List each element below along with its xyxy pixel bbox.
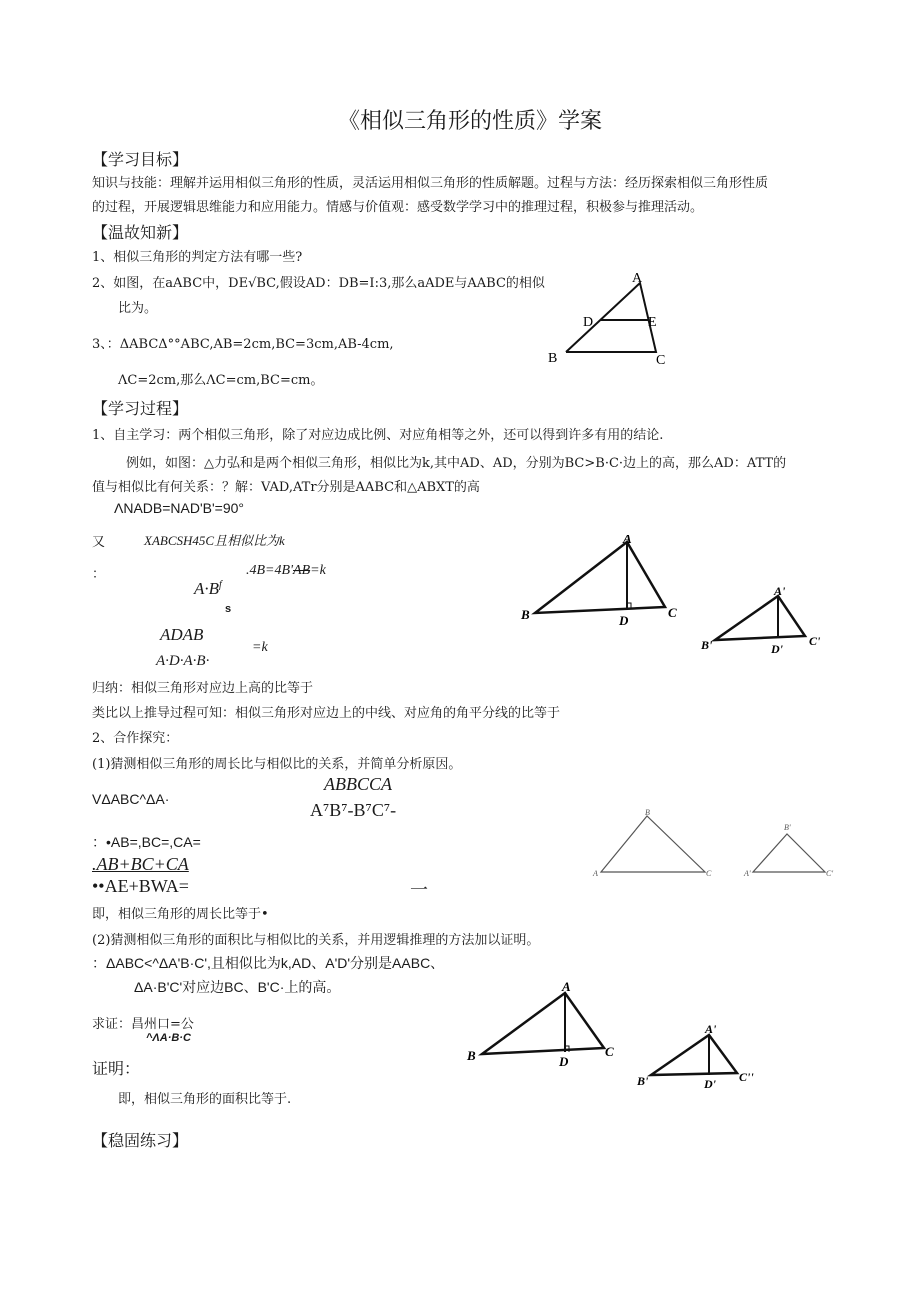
ratio-denominator — [194, 579, 222, 599]
ratio-eq-1-a: .4B=4B' — [246, 563, 294, 578]
ratio-numerator-2: ADAB — [160, 625, 204, 644]
prove-denominator: ^ΛA·B·C — [146, 1032, 191, 1044]
explore-q2: (2)猜测相似三角形的面积比与相似比的关系，并用逻辑推理的方法加以证明。 — [92, 933, 540, 948]
fig4-label-c2: C'' — [739, 1070, 754, 1084]
fig1-label-d: D — [583, 315, 594, 330]
explore-q2-given: ：ΔABC<^ΔA'B·C',且相似比为k,AD、A'D'分别是AABC、 — [92, 955, 445, 971]
section-goals-heading: 【学习目标】 — [92, 150, 189, 169]
therefore-symbol-1: ： — [92, 567, 106, 582]
review-q3-line1: 3、：ΔABCΔ°°ABC,AB=2cm,BC=3cm,AB-4cm, — [92, 337, 394, 352]
section-process-heading: 【学习过程】 — [92, 399, 189, 418]
fig1-label-b: B — [548, 351, 558, 366]
fig2-label-d2: D' — [771, 642, 783, 656]
fig2-label-a: A — [623, 535, 632, 546]
proof-label: 证明： — [92, 1059, 141, 1078]
fig4-label-a: A — [562, 982, 571, 994]
review-q2-line2: 比为。 — [118, 301, 158, 316]
fig3-label-top2: B' — [784, 823, 791, 832]
ratio-denominator-2: A·D·A·B· — [156, 653, 210, 669]
triangle-a2b2c2 — [753, 834, 825, 872]
section-review-heading: 【温故知新】 — [92, 223, 189, 242]
triangle-abc — [566, 283, 656, 352]
explore-q1-similar: VΔABC^ΔA· — [92, 791, 170, 807]
page-title: 《相似三角形的性质》学案 — [338, 109, 603, 134]
triangle-a2b2c2 — [715, 596, 805, 640]
perimeter-dash: 一 — [410, 880, 428, 900]
fig2-label-a2: A' — [774, 584, 786, 598]
summary-line-1: 归纳：相似三角形对应边上高的比等于 — [92, 681, 314, 696]
ratio-eq-2: =k — [252, 640, 268, 655]
fig2-label-b2: B' — [701, 638, 713, 652]
figure-similar-triangles-plain — [590, 806, 835, 882]
ratio-eq-1 — [246, 563, 326, 579]
prove-statement: 求证：昌州口=公 — [92, 1017, 194, 1032]
triangle-a2b2c2 — [651, 1035, 737, 1075]
perimeter-denominator: ••AE+BWA= — [92, 876, 189, 896]
similar-expr: XABCSH45C且相似比为k — [144, 533, 285, 548]
process-p2: 例如，如图：△力弘和是两个相似三角形，相似比为k,其中AD、AD，分别为BC>B·C·边上的高，那么AD：ATT的 — [126, 456, 787, 471]
process-p5 — [144, 530, 285, 549]
ratio-eq-1-k: =k — [310, 563, 326, 578]
fig2-label-b: B — [521, 607, 530, 622]
explore-q2-given-2: ΔA·B'C'对应边BC、B'C·上的高。 — [134, 979, 341, 995]
figure-triangle-de-bc — [540, 262, 690, 374]
figure-area-triangles — [462, 982, 772, 1094]
fig3-label-right: C — [706, 869, 712, 878]
perimeter-conclusion: 即，相似三角形的周长比等于• — [92, 907, 269, 922]
fig4-label-c: C — [605, 1044, 614, 1059]
review-q2-line1: 2、如图，在aABC中，DE√BC,假设AD：DB=I:3,那么aADE与AABC的相似 — [92, 276, 545, 291]
fig4-label-b2: B' — [637, 1074, 649, 1088]
review-q3-line2: ΛC=2cm,那么ΛC=cm,BC=cm。 — [118, 373, 324, 388]
fig4-label-d: D — [559, 1054, 569, 1069]
fig1-label-a: A — [632, 271, 643, 286]
figure-similar-triangles-altitudes — [515, 535, 830, 657]
goals-line-2: 的过程，开展逻辑思维能力和应用能力。情感与价值观：感受数学学习中的推理过程，积极参与推理活动。 — [92, 200, 704, 215]
fig1-label-c: C — [656, 353, 666, 368]
fig3-label-left: A — [593, 869, 598, 878]
ratio-note-s: s — [225, 603, 232, 615]
fig4-label-a2: A' — [705, 1022, 717, 1036]
triangle-abc — [482, 993, 604, 1054]
fig2-label-d: D — [619, 613, 629, 628]
triangle-abc — [535, 542, 665, 613]
perimeter-numerator: .AB+BC+CA — [92, 854, 189, 874]
fig4-label-d2: D' — [704, 1077, 716, 1091]
fig4-label-b: B — [467, 1048, 476, 1063]
fig2-label-c: C — [668, 605, 677, 620]
summary-line-2: 类比以上推导过程可知：相似三角形对应边上的中线、对应角的角平分线的比等于 — [92, 706, 561, 721]
process-p1: 1、自主学习：两个相似三角形，除了对应边成比例、对应角相等之外，还可以得到许多有用的结论. — [92, 428, 664, 443]
ratio-denominator-main: A·B — [194, 579, 220, 598]
cooperate-heading: 2、合作探究： — [92, 731, 179, 746]
fig3-label-right2: C' — [826, 869, 834, 878]
triangle-abc — [601, 816, 705, 872]
fig3-label-left2: A' — [744, 869, 751, 878]
ratio-top-sides: ABBCCA — [324, 774, 392, 794]
goals-line-1: 知识与技能：理解并运用相似三角形的性质，灵活运用相似三角形的性质解题。过程与方法：经历探索相似三角形性质 — [92, 176, 769, 191]
explore-q1: (1)猜测相似三角形的周长比与相似比的关系，并简单分析原因。 — [92, 757, 462, 772]
ratio-eq-1-ab: AB — [293, 563, 311, 578]
fig3-label-top: B — [645, 808, 650, 817]
area-conclusion: 即，相似三角形的面积比等于. — [118, 1092, 292, 1107]
ratio-denominator-sup: f — [219, 579, 222, 591]
fig2-label-c2: C' — [809, 634, 821, 648]
section-practice-heading: 【稳固练习】 — [92, 1131, 189, 1150]
process-p3: 值与相似比有何关系：？解：VAD,ATr分别是AABC和△ABXT的高 — [92, 480, 480, 495]
fig1-label-e: E — [648, 315, 657, 330]
sides-expression: ：•AB=,BC=,CA= — [92, 834, 201, 850]
ratio-bottom-sides: A⁷B⁷-B⁷C⁷- — [310, 800, 397, 820]
process-p4: ΛNADB=NAD'B'=90° — [114, 500, 245, 516]
process-p5-prefix: 又 — [92, 535, 106, 550]
review-q1: 1、相似三角形的判定方法有哪一些? — [92, 250, 303, 265]
